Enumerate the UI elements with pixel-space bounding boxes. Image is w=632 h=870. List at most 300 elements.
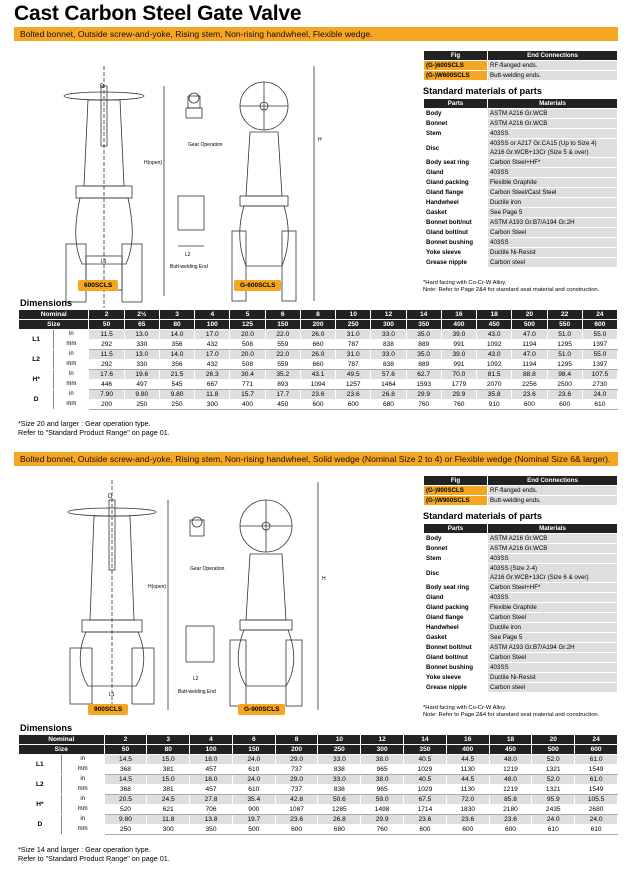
dim-value: 737 [275, 765, 318, 775]
fig-code: (G-)600SCLS [424, 61, 488, 71]
part-name: Gland packing [424, 178, 488, 188]
dim-label: H* [19, 795, 62, 815]
dim-value: 49.5 [336, 370, 371, 380]
gear-operation-label: Gear Operation [188, 142, 223, 148]
dim-value: 330 [124, 360, 159, 370]
unit-in: in [61, 775, 104, 785]
dim-value: 30.4 [230, 370, 265, 380]
fig-code: (G-)900SCLS [424, 486, 488, 496]
size-mm: 150 [232, 745, 275, 755]
dim-value: 24.5 [147, 795, 190, 805]
dim-h-open-label: H(open) [148, 584, 167, 590]
dim-value: 610 [232, 785, 275, 795]
dim-value: 737 [275, 785, 318, 795]
materials-col-header: Materials [488, 524, 618, 534]
unit-in: in [54, 370, 89, 380]
dim-value: 667 [195, 380, 230, 390]
dim-value: 27.8 [190, 795, 233, 805]
dim-value: 250 [124, 400, 159, 410]
dim-value: 31.0 [336, 350, 371, 360]
dim-value: 24.0 [232, 775, 275, 785]
material-row [424, 178, 618, 188]
dim-value: 55.0 [582, 350, 617, 360]
size-mm: 80 [147, 745, 190, 755]
material-value: 403SS [488, 593, 618, 603]
dim-value: 17.0 [195, 350, 230, 360]
dim-value: 381 [147, 785, 190, 795]
size-header: Size [19, 745, 105, 755]
dim-value: 508 [230, 360, 265, 370]
dim-value: 893 [265, 380, 300, 390]
material-value: Carbon steel [488, 258, 618, 268]
dim-value: 67.5 [404, 795, 447, 805]
size-inch: 20 [512, 310, 547, 320]
dim-value: 2180 [489, 805, 532, 815]
material-row [424, 663, 618, 673]
part-name: Bonnet bushing [424, 238, 488, 248]
valve-diagram-600 [18, 46, 418, 294]
material-value: Carbon Steel [488, 613, 618, 623]
dim-value: 991 [441, 340, 476, 350]
section1-banner: Bolted bonnet, Outside screw-and-yoke, Rising stem, Non-rising handwheel, Flexible wedge. [14, 27, 618, 41]
gear-operation-label: Gear Operation [190, 566, 225, 572]
material-row [424, 683, 618, 693]
material-row [424, 158, 618, 168]
part-name: Gland [424, 168, 488, 178]
dim-value: 771 [230, 380, 265, 390]
unit-mm: mm [61, 805, 104, 815]
fig-table-1 [423, 50, 618, 81]
material-row [424, 228, 618, 238]
fig-code: (G-)W900SCLS [424, 496, 488, 506]
dim-value: 11.8 [195, 390, 230, 400]
material-row [424, 623, 618, 633]
part-name: Grease nipple [424, 258, 488, 268]
dim-value: 400 [230, 400, 265, 410]
dim-value: 23.6 [336, 390, 371, 400]
end-col-header: End Connections [488, 51, 618, 61]
size-mm: 100 [195, 320, 230, 330]
size-inch: 2 [89, 310, 124, 320]
dim-value: 600 [336, 400, 371, 410]
figure-tag-g600: G-600SCLS [234, 280, 281, 291]
dim-value: 47.0 [512, 330, 547, 340]
dim-value: 1295 [547, 340, 582, 350]
size-mm: 550 [547, 320, 582, 330]
size-inch: 3 [159, 310, 194, 320]
material-value: Ductile iron [488, 623, 618, 633]
parts-col-header: Parts [424, 524, 488, 534]
dim-value: 33.0 [371, 350, 406, 360]
size-inch: 3 [147, 735, 190, 745]
dim-value: 24.0 [575, 815, 618, 825]
dim-value: 610 [582, 400, 617, 410]
dim-value: 13.0 [124, 330, 159, 340]
dim-value: 600 [404, 825, 447, 835]
dim-value: 51.0 [547, 330, 582, 340]
material-value: Flexible Graphite [488, 603, 618, 613]
size-inch: 4 [195, 310, 230, 320]
material-value: ASTM A193 Gr.B7/A194 Gr.2H [488, 218, 618, 228]
dim-value: 13.0 [124, 350, 159, 360]
material-row [424, 673, 618, 683]
unit-mm: mm [54, 400, 89, 410]
part-name: Stem [424, 554, 488, 564]
size-mm: 125 [230, 320, 265, 330]
size-inch: 8 [300, 310, 335, 320]
dim-value: 15.0 [147, 755, 190, 765]
dim-value: 23.6 [512, 390, 547, 400]
dim-value: 250 [159, 400, 194, 410]
dim-value: 991 [441, 360, 476, 370]
parts-col-header: Parts [424, 99, 488, 109]
dim-value: 11.5 [89, 350, 124, 360]
dim-value: 22.0 [265, 330, 300, 340]
dim-value: 17.6 [89, 370, 124, 380]
size-mm: 500 [512, 320, 547, 330]
dimensions-table-1 [18, 309, 618, 410]
dim-label: L1 [19, 330, 54, 350]
dim-value: 1498 [361, 805, 404, 815]
dim-label: L2 [19, 775, 62, 795]
dim-value: 292 [89, 340, 124, 350]
valve-drawing-900 [18, 470, 418, 720]
dim-value: 2730 [582, 380, 617, 390]
size-inch: 10 [336, 310, 371, 320]
materials-title-1: Standard materials of parts [423, 86, 542, 96]
dim-value: 1094 [300, 380, 335, 390]
dim-value: 497 [124, 380, 159, 390]
dim-value: 26.3 [195, 370, 230, 380]
part-name: Bonnet bushing [424, 663, 488, 673]
butt-welding-label: Butt-welding End [178, 689, 216, 695]
dim-value: 52.0 [532, 775, 575, 785]
material-row [424, 583, 618, 593]
dim-value: 14.5 [104, 755, 147, 765]
dim-value: 1194 [512, 340, 547, 350]
size-mm: 250 [318, 745, 361, 755]
material-value: Ductile Ni-Resist [488, 673, 618, 683]
dim-value: 910 [477, 400, 512, 410]
fig-col-header: Fig [424, 51, 488, 61]
dim-value: 43.0 [477, 330, 512, 340]
material-value: 403SS [488, 663, 618, 673]
size-mm: 50 [89, 320, 124, 330]
dim-value: 35.0 [406, 330, 441, 340]
size-mm: 80 [159, 320, 194, 330]
dim-value: 50.6 [318, 795, 361, 805]
materials-table-1 [423, 98, 618, 268]
dim-value: 24.0 [582, 390, 617, 400]
size-mm: 300 [371, 320, 406, 330]
dim-value: 9.80 [124, 390, 159, 400]
part-name: Body seat ring [424, 583, 488, 593]
material-value: Carbon Steel [488, 228, 618, 238]
size-inch: 5 [230, 310, 265, 320]
material-row [424, 168, 618, 178]
dim-value: 1397 [582, 340, 617, 350]
part-name: Gland flange [424, 613, 488, 623]
dim-value: 250 [104, 825, 147, 835]
dim-value: 23.6 [446, 815, 489, 825]
size-inch: 16 [446, 735, 489, 745]
dim-value: 1830 [446, 805, 489, 815]
unit-mm: mm [61, 765, 104, 775]
material-row [424, 603, 618, 613]
part-name: Bonnet bolt/nut [424, 643, 488, 653]
dim-h-open-label: H(open) [144, 160, 163, 166]
material-row [424, 198, 618, 208]
dim-value: 1321 [532, 765, 575, 775]
material-row [424, 188, 618, 198]
materials-table-2 [423, 523, 618, 693]
material-value: ASTM A193 Gr.B7/A194 Gr.2H [488, 643, 618, 653]
dim-value: 2070 [477, 380, 512, 390]
material-row [424, 564, 618, 583]
dim-value: 81.5 [477, 370, 512, 380]
size-inch: 22 [547, 310, 582, 320]
material-value: 403SS or A217 Gr.CA15 (Up to Size 4) A216 Gr.WCB+13Cr (Size 5 & over) [488, 139, 618, 158]
dim-value: 23.6 [404, 815, 447, 825]
part-name: Bonnet [424, 544, 488, 554]
dim-value: 1464 [371, 380, 406, 390]
part-name: Body [424, 534, 488, 544]
part-name: Yoke sleeve [424, 673, 488, 683]
unit-mm: mm [61, 785, 104, 795]
part-name: Stem [424, 129, 488, 139]
part-name: Yoke sleeve [424, 248, 488, 258]
dimensions-title-1: Dimensions [20, 298, 73, 308]
figure-tag-900: 900SCLS [88, 704, 128, 715]
size-inch: 14 [406, 310, 441, 320]
dim-value: 18.0 [190, 755, 233, 765]
material-value: 403SS (Size 2-4) A216 Gr.WCB+13Cr (Size 6 & over) [488, 564, 618, 583]
dim-value: 1130 [446, 785, 489, 795]
material-value: Carbon steel [488, 683, 618, 693]
dim-value: 621 [147, 805, 190, 815]
material-value: ASTM A216 Gr.WCB [488, 119, 618, 129]
materials-col-header: Materials [488, 99, 618, 109]
unit-in: in [54, 330, 89, 340]
dim-value: 1295 [547, 360, 582, 370]
size-mm: 100 [190, 745, 233, 755]
material-value: Carbon Steel+HF* [488, 583, 618, 593]
dim-value: 31.0 [336, 330, 371, 340]
dim-value: 680 [371, 400, 406, 410]
dim-value: 600 [489, 825, 532, 835]
dim-value: 11.5 [89, 330, 124, 340]
dim-value: 13.8 [190, 815, 233, 825]
dim-h-label: H [318, 137, 322, 143]
dim-value: 610 [575, 825, 618, 835]
material-row [424, 119, 618, 129]
dim-value: 17.7 [265, 390, 300, 400]
footnote-text: Refer to "Standard Product Range" on page 01. [18, 854, 170, 863]
size-inch: 24 [582, 310, 617, 320]
size-mm: 200 [275, 745, 318, 755]
dim-value: 19.6 [124, 370, 159, 380]
part-name: Grease nipple [424, 683, 488, 693]
dim-value: 838 [318, 765, 361, 775]
footnote-2 [18, 845, 170, 863]
material-value: Ductile iron [488, 198, 618, 208]
fig-table-2 [423, 475, 618, 506]
dim-value: 660 [300, 360, 335, 370]
dim-value: 61.0 [575, 755, 618, 765]
valve-drawing-600 [18, 46, 418, 294]
dim-value: 1092 [477, 340, 512, 350]
dim-value: 300 [147, 825, 190, 835]
dim-label: H* [19, 370, 54, 390]
dim-value: 70.0 [441, 370, 476, 380]
dim-value: 965 [361, 765, 404, 775]
part-name: Disc [424, 564, 488, 583]
dim-value: 57.6 [371, 370, 406, 380]
material-row [424, 258, 618, 268]
size-inch: 10 [318, 735, 361, 745]
end-connection: Butt-welding ends. [488, 496, 618, 506]
dim-value: 356 [159, 340, 194, 350]
dim-value: 1257 [336, 380, 371, 390]
dim-value: 23.6 [547, 390, 582, 400]
material-value: 403SS [488, 168, 618, 178]
material-row [424, 109, 618, 119]
dim-value: 381 [147, 765, 190, 775]
part-name: Gland flange [424, 188, 488, 198]
figure-tag-g900: G-900SCLS [238, 704, 285, 715]
dim-value: 900 [232, 805, 275, 815]
dim-value: 330 [124, 340, 159, 350]
size-inch: 2 [104, 735, 147, 745]
dim-value: 61.0 [575, 775, 618, 785]
section2-banner: Bolted bonnet, Outside screw-and-yoke, Rising stem, Non-rising handwheel, Solid wedge (Nominal Size 2 to 4) or Flexible wedge (Nominal Size 6& larger). [14, 452, 618, 466]
material-row [424, 218, 618, 228]
note-text: Note: Refer to Page 2&4 for standard seat material and construction. [423, 287, 600, 293]
dimensions-table-2 [18, 734, 618, 835]
material-value: ASTM A216 Gr.WCB [488, 534, 618, 544]
dim-value: 14.5 [104, 775, 147, 785]
dim-value: 1219 [489, 785, 532, 795]
dim-value: 35.4 [232, 795, 275, 805]
dim-value: 11.8 [147, 815, 190, 825]
dim-value: 2435 [532, 805, 575, 815]
dim-value: 1285 [318, 805, 361, 815]
dim-value: 29.9 [441, 390, 476, 400]
dim-value: 1029 [404, 765, 447, 775]
dim-value: 1549 [575, 765, 618, 775]
dim-value: 26.8 [318, 815, 361, 825]
size-inch: 12 [371, 310, 406, 320]
part-name: Handwheel [424, 623, 488, 633]
dim-value: 18.0 [190, 775, 233, 785]
hardfacing-note-2 [423, 705, 623, 719]
dim-value: 600 [275, 825, 318, 835]
dim-value: 760 [361, 825, 404, 835]
dim-value: 26.8 [371, 390, 406, 400]
note-text: *Hard facing with Co-Cr-W Alloy. [423, 705, 507, 711]
dim-value: 20.0 [230, 330, 265, 340]
dim-value: 457 [190, 765, 233, 775]
size-inch: 24 [575, 735, 618, 745]
dim-value: 20.5 [104, 795, 147, 805]
material-value: Ductile Ni-Resist [488, 248, 618, 258]
size-mm: 500 [532, 745, 575, 755]
dim-value: 23.6 [300, 390, 335, 400]
dim-value: 559 [265, 360, 300, 370]
dim-value: 17.0 [195, 330, 230, 340]
dim-value: 889 [406, 360, 441, 370]
dim-value: 21.5 [159, 370, 194, 380]
dimensions-title-2: Dimensions [20, 723, 73, 733]
fig-col-header: Fig [424, 476, 488, 486]
part-name: Gland bolt/nut [424, 228, 488, 238]
dim-value: 38.0 [361, 755, 404, 765]
dim-value: 107.5 [582, 370, 617, 380]
unit-in: in [61, 795, 104, 805]
dim-value: 965 [361, 785, 404, 795]
material-row [424, 613, 618, 623]
material-value: See Page 5 [488, 208, 618, 218]
dim-value: 24.0 [232, 755, 275, 765]
size-mm: 400 [441, 320, 476, 330]
dim-value: 446 [89, 380, 124, 390]
size-mm: 450 [477, 320, 512, 330]
size-inch: 20 [532, 735, 575, 745]
size-mm: 450 [489, 745, 532, 755]
dim-value: 432 [195, 340, 230, 350]
part-name: Bonnet [424, 119, 488, 129]
unit-in: in [54, 390, 89, 400]
dim-value: 14.0 [159, 330, 194, 340]
dim-value: 1779 [441, 380, 476, 390]
dim-value: 1219 [489, 765, 532, 775]
size-mm: 250 [336, 320, 371, 330]
unit-in: in [61, 815, 104, 825]
material-row [424, 139, 618, 158]
dim-value: 610 [232, 765, 275, 775]
fig-code: (G-)W600SCLS [424, 71, 488, 81]
material-value: Carbon Steel [488, 653, 618, 663]
end-connection: Butt-welding ends. [488, 71, 618, 81]
dim-value: 1397 [582, 360, 617, 370]
dim-value: 98.4 [547, 370, 582, 380]
material-row [424, 593, 618, 603]
dim-value: 9.80 [104, 815, 147, 825]
size-header: Size [19, 320, 89, 330]
dim-value: 2500 [547, 380, 582, 390]
dim-value: 39.0 [441, 330, 476, 340]
dim-value: 72.0 [446, 795, 489, 805]
dim-value: 26.0 [300, 330, 335, 340]
size-mm: 200 [300, 320, 335, 330]
material-row [424, 633, 618, 643]
dim-d-label: D [108, 494, 113, 500]
dim-value: 33.0 [318, 755, 361, 765]
dim-h-label: H [322, 576, 326, 582]
dim-value: 356 [159, 360, 194, 370]
dim-value: 35.2 [265, 370, 300, 380]
material-value: 403SS [488, 554, 618, 564]
dim-value: 350 [190, 825, 233, 835]
dim-value: 39.0 [441, 350, 476, 360]
dim-value: 19.7 [232, 815, 275, 825]
dim-value: 760 [406, 400, 441, 410]
dim-value: 706 [190, 805, 233, 815]
dim-value: 2680 [575, 805, 618, 815]
dim-l1-label: L1 [109, 692, 115, 698]
dim-value: 51.0 [547, 350, 582, 360]
size-inch: 4 [190, 735, 233, 745]
